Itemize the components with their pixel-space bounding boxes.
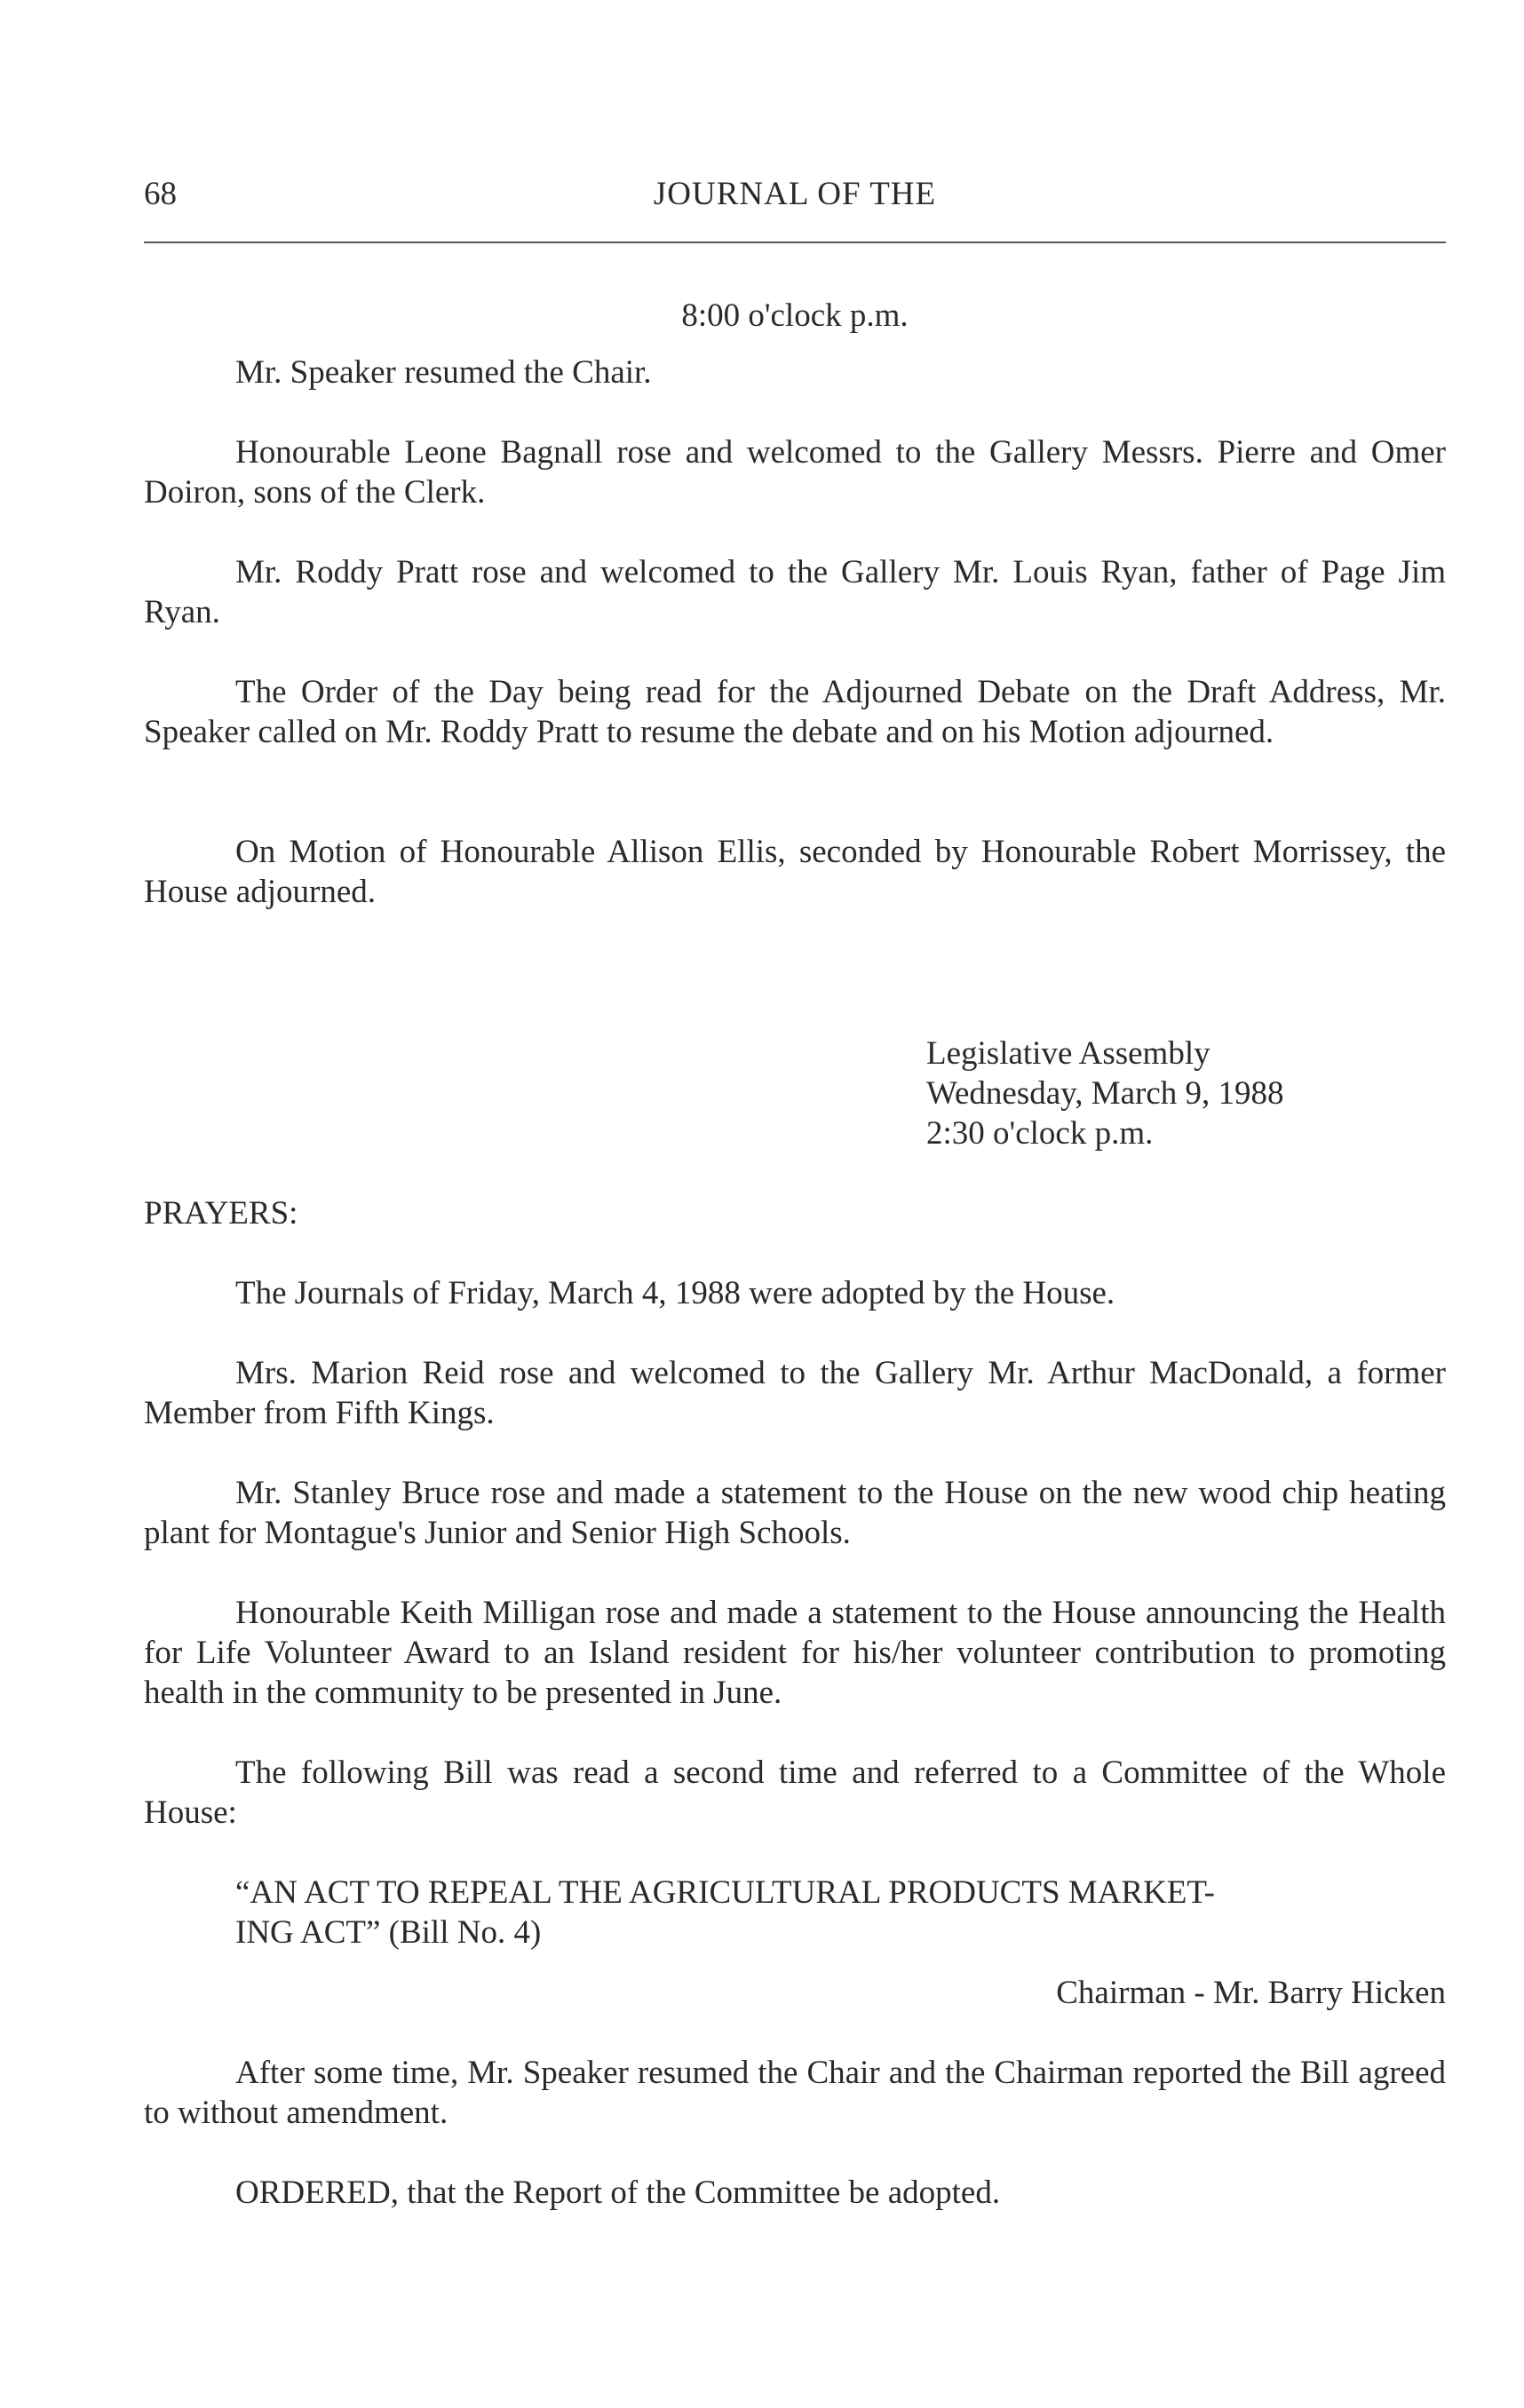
prayers-heading: PRAYERS: — [144, 1195, 298, 1232]
paragraph-journals-adopted: The Journals of Friday, March 4, 1988 were adopted by the House. — [235, 1275, 1115, 1311]
page-number: 68 — [144, 176, 177, 212]
sitting-date: Wednesday, March 9, 1988 — [926, 1075, 1284, 1112]
paragraph-reid-welcome: Mrs. Marion Reid rose and welcomed to the Gallery Mr. Arthur MacDonald, a former Member from Fifth Kings. — [144, 1355, 1446, 1431]
sitting-dateline — [926, 1034, 1446, 1153]
paragraph-milligan-statement: Honourable Keith Milligan rose and made a statement to the House announcing the Health for Life Volunteer Award to an Island resident for his/her volunteer contribution to promoting health in the community to be presented in June. — [144, 1595, 1446, 1711]
paragraph-bagnall-welcome: Honourable Leone Bagnall rose and welcomed to the Gallery Messrs. Pierre and Omer Doiron, sons of the Clerk. — [144, 434, 1446, 511]
header-rule — [144, 242, 1446, 243]
committee-chairman: Chairman - Mr. Barry Hicken — [1056, 1975, 1446, 2011]
sitting-place: Legislative Assembly — [926, 1035, 1210, 1072]
paragraph-speaker-resumed: Mr. Speaker resumed the Chair. — [235, 354, 652, 391]
paragraph-bill-second-reading: The following Bill was read a second time and referred to a Committee of the Whole House: — [144, 1755, 1446, 1831]
paragraph-report-ordered: ORDERED, that the Report of the Committee be adopted. — [235, 2174, 1001, 2211]
bill-title-line-1: “AN ACT TO REPEAL THE AGRICULTURAL PRODUCTS MARKET- — [235, 1874, 1215, 1911]
sitting-time: 2:30 o'clock p.m. — [926, 1115, 1154, 1152]
evening-session-time: 8:00 o'clock p.m. — [681, 297, 909, 334]
running-title: JOURNAL OF THE — [653, 176, 937, 212]
paragraph-pratt-welcome: Mr. Roddy Pratt rose and welcomed to the Gallery Mr. Louis Ryan, father of Page Jim Ryan. — [144, 554, 1446, 630]
paragraph-bruce-statement: Mr. Stanley Bruce rose and made a statement to the House on the new wood chip heating plant for Montague's Junior and Senior High Schools. — [144, 1475, 1446, 1551]
paragraph-house-adjourned: On Motion of Honourable Allison Ellis, seconded by Honourable Robert Morrissey, the House adjourned. — [144, 834, 1446, 910]
bill-title — [235, 1873, 1446, 1953]
page-header — [144, 170, 1446, 218]
bill-title-line-2: ING ACT” (Bill No. 4) — [235, 1914, 542, 1951]
paragraph-bill-reported: After some time, Mr. Speaker resumed the Chair and the Chairman reported the Bill agreed to without amendment. — [144, 2055, 1446, 2131]
paragraph-adjourned-debate: The Order of the Day being read for the Adjourned Debate on the Draft Address, Mr. Speaker called on Mr. Roddy Pratt to resume the debate and on his Motion adjourned. — [144, 674, 1446, 750]
